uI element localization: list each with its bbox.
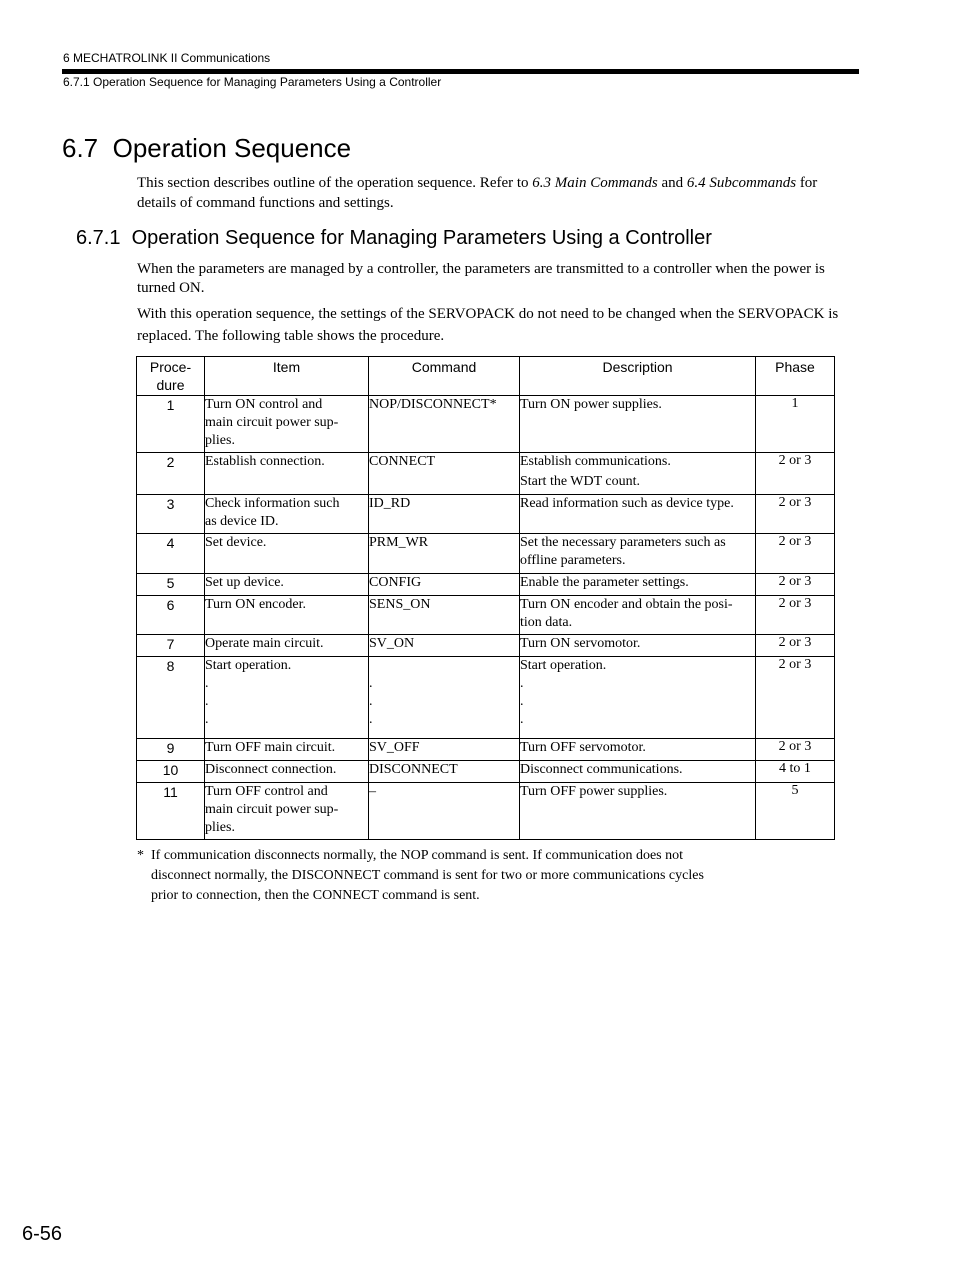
- intro-text-after: for details of command functions and settings.: [137, 175, 818, 211]
- cell-description-line: Turn OFF servomotor.: [520, 740, 646, 755]
- cell-item-line: Set up device.: [205, 575, 284, 590]
- cell-procedure: 9: [137, 739, 205, 761]
- cell-item: [205, 596, 369, 635]
- cell-item-line: as device ID.: [205, 514, 279, 529]
- cell-command: [369, 783, 520, 840]
- cell-command-line: DISCONNECT: [369, 762, 458, 777]
- cell-command-line: ID_RD: [369, 496, 411, 511]
- cell-command-line: SV_ON: [369, 636, 415, 651]
- table-row: [137, 574, 835, 596]
- cell-command-line: CONNECT: [369, 454, 436, 469]
- cell-item: [205, 495, 369, 534]
- cell-description-line: .: [520, 694, 524, 709]
- cell-command-line: NOP/DISCONNECT*: [369, 397, 497, 412]
- cell-item-line: Turn ON encoder.: [205, 597, 306, 612]
- cell-item: [205, 783, 369, 840]
- cell-description: [520, 534, 756, 574]
- cell-command: [369, 596, 520, 635]
- cell-item-line: Check information such: [205, 496, 340, 511]
- cell-procedure: 5: [137, 574, 205, 596]
- cell-procedure: 10: [137, 761, 205, 783]
- cell-description-line: Establish communications.: [520, 454, 671, 469]
- cell-description-line: tion data.: [520, 615, 573, 630]
- cell-command-line: .: [369, 676, 373, 691]
- cell-command: [369, 657, 520, 739]
- cell-item: [205, 739, 369, 761]
- cell-description: [520, 596, 756, 635]
- header-description: Description: [520, 357, 756, 396]
- cell-item-line: plies.: [205, 433, 235, 448]
- table-row: [137, 596, 835, 635]
- cell-description: [520, 761, 756, 783]
- cell-item-line: .: [205, 676, 209, 691]
- cell-command-line: –: [369, 784, 376, 799]
- table-row: [137, 495, 835, 534]
- header-phase: Phase: [756, 357, 835, 396]
- cell-item-line: main circuit power sup-: [205, 415, 339, 430]
- cell-item-line: plies.: [205, 820, 235, 835]
- table-row: [137, 396, 835, 453]
- cell-item-line: Establish connection.: [205, 454, 325, 469]
- running-header-section: 6.7.1 Operation Sequence for Managing Parameters Using a Controller: [63, 75, 442, 89]
- footnote-line: If communication disconnects normally, the NOP command is sent. If communication does not: [151, 848, 684, 863]
- cell-item-line: Turn OFF control and: [205, 784, 328, 799]
- cell-command-line: .: [369, 712, 373, 727]
- cell-procedure: 6: [137, 596, 205, 635]
- cell-item: [205, 453, 369, 495]
- cell-description-line: Enable the parameter settings.: [520, 575, 689, 590]
- cell-item: [205, 534, 369, 574]
- cell-item-line: main circuit power sup-: [205, 802, 339, 817]
- cell-description: [520, 657, 756, 739]
- header-item: Item: [205, 357, 369, 396]
- cell-command-line: .: [369, 694, 373, 709]
- page-number: 6-56: [22, 1223, 63, 1245]
- cell-procedure: 3: [137, 495, 205, 534]
- intro-ref-subcommands: 6.4 Subcommands: [686, 175, 797, 191]
- cell-phase: 2 or 3: [756, 495, 835, 534]
- header-procedure: Proce- dure: [137, 357, 205, 396]
- cell-description: [520, 495, 756, 534]
- cell-command-line: [369, 657, 519, 675]
- cell-description-line: Set the necessary parameters such as: [520, 535, 726, 550]
- cell-command-line: CONFIG: [369, 575, 422, 590]
- cell-command: [369, 495, 520, 534]
- cell-description-line: Turn ON encoder and obtain the posi-: [520, 597, 733, 612]
- cell-description-line: Start the WDT count.: [520, 474, 641, 489]
- cell-item: [205, 396, 369, 453]
- cell-description-line: Start operation.: [520, 658, 607, 673]
- cell-phase: 2 or 3: [756, 534, 835, 574]
- cell-phase: 5: [756, 783, 835, 840]
- cell-procedure: 2: [137, 453, 205, 495]
- cell-item-line: .: [205, 694, 209, 709]
- cell-command: [369, 396, 520, 453]
- cell-description-line: .: [520, 676, 524, 691]
- cell-description: [520, 396, 756, 453]
- cell-phase: 2 or 3: [756, 739, 835, 761]
- cell-procedure: 11: [137, 783, 205, 840]
- cell-description-line: Disconnect communications.: [520, 762, 683, 777]
- cell-item-line: .: [205, 712, 209, 727]
- cell-procedure: 8: [137, 657, 205, 739]
- cell-phase: 4 to 1: [756, 761, 835, 783]
- cell-phase: 2 or 3: [756, 657, 835, 739]
- cell-description-line: Turn OFF power supplies.: [520, 784, 668, 799]
- intro-text-middle: and: [657, 175, 687, 191]
- cell-item-line: Turn ON control and: [205, 397, 323, 412]
- cell-description-line: .: [520, 712, 524, 727]
- cell-command: [369, 635, 520, 657]
- header-command: Command: [369, 357, 520, 396]
- cell-phase: 2 or 3: [756, 453, 835, 495]
- footnote-line: prior to connection, then the CONNECT command is sent.: [151, 888, 480, 903]
- paragraph-servopack: With this operation sequence, the settings of the SERVOPACK do not need to be changed when the SERVOPACK is replaced. The following table shows the procedure.: [137, 306, 839, 344]
- cell-phase: 2 or 3: [756, 574, 835, 596]
- table-row: [137, 739, 835, 761]
- cell-command: [369, 761, 520, 783]
- cell-item: [205, 761, 369, 783]
- cell-phase: 2 or 3: [756, 635, 835, 657]
- running-header-chapter: 6 MECHATROLINK II Communications: [63, 51, 271, 65]
- cell-command: [369, 739, 520, 761]
- cell-phase: 1: [756, 396, 835, 453]
- header-rule: [62, 69, 859, 74]
- cell-item-line: Turn OFF main circuit.: [205, 740, 336, 755]
- cell-description: [520, 453, 756, 495]
- cell-phase: 2 or 3: [756, 596, 835, 635]
- cell-procedure: 7: [137, 635, 205, 657]
- cell-description-line: Turn ON servomotor.: [520, 636, 641, 651]
- cell-description: [520, 574, 756, 596]
- cell-item: [205, 574, 369, 596]
- cell-description-line: Read information such as device type.: [520, 496, 734, 511]
- table-row: [137, 534, 835, 574]
- footnote-marker: *: [137, 848, 144, 863]
- cell-description-line: Turn ON power supplies.: [520, 397, 662, 412]
- table-row: [137, 453, 835, 495]
- cell-item-line: Start operation.: [205, 658, 292, 673]
- table-row: [137, 761, 835, 783]
- section-title: 6.7 Operation Sequence: [62, 133, 352, 163]
- paragraph-power-on: When the parameters are managed by a controller, the parameters are transmitted to a controller when the power is turned ON.: [137, 261, 825, 296]
- cell-command-line: PRM_WR: [369, 535, 429, 550]
- table-row: [137, 635, 835, 657]
- cell-item: [205, 657, 369, 739]
- procedure-table: [136, 356, 835, 840]
- cell-description: [520, 635, 756, 657]
- subsection-title: 6.7.1 Operation Sequence for Managing Parameters Using a Controller: [76, 227, 712, 249]
- cell-description-line: offline parameters.: [520, 553, 626, 568]
- cell-item-line: Set device.: [205, 535, 267, 550]
- cell-command-line: SENS_ON: [369, 597, 431, 612]
- table-header-row: [137, 357, 835, 396]
- cell-item-line: Operate main circuit.: [205, 636, 324, 651]
- table-row: [137, 783, 835, 840]
- intro-ref-main-commands: 6.3 Main Commands: [532, 175, 658, 191]
- footnote: [137, 846, 737, 906]
- table-row: [137, 657, 835, 739]
- cell-procedure: 1: [137, 396, 205, 453]
- footnote-line: disconnect normally, the DISCONNECT command is sent for two or more communications cycles: [151, 868, 704, 883]
- cell-description: [520, 739, 756, 761]
- cell-command: [369, 534, 520, 574]
- cell-description: [520, 783, 756, 840]
- cell-item-line: Disconnect connection.: [205, 762, 337, 777]
- cell-procedure: 4: [137, 534, 205, 574]
- cell-command: [369, 574, 520, 596]
- cell-command-line: SV_OFF: [369, 740, 420, 755]
- cell-item: [205, 635, 369, 657]
- intro-text-before: This section describes outline of the operation sequence. Refer to: [137, 175, 533, 191]
- intro-paragraph: [137, 173, 857, 213]
- cell-command: [369, 453, 520, 495]
